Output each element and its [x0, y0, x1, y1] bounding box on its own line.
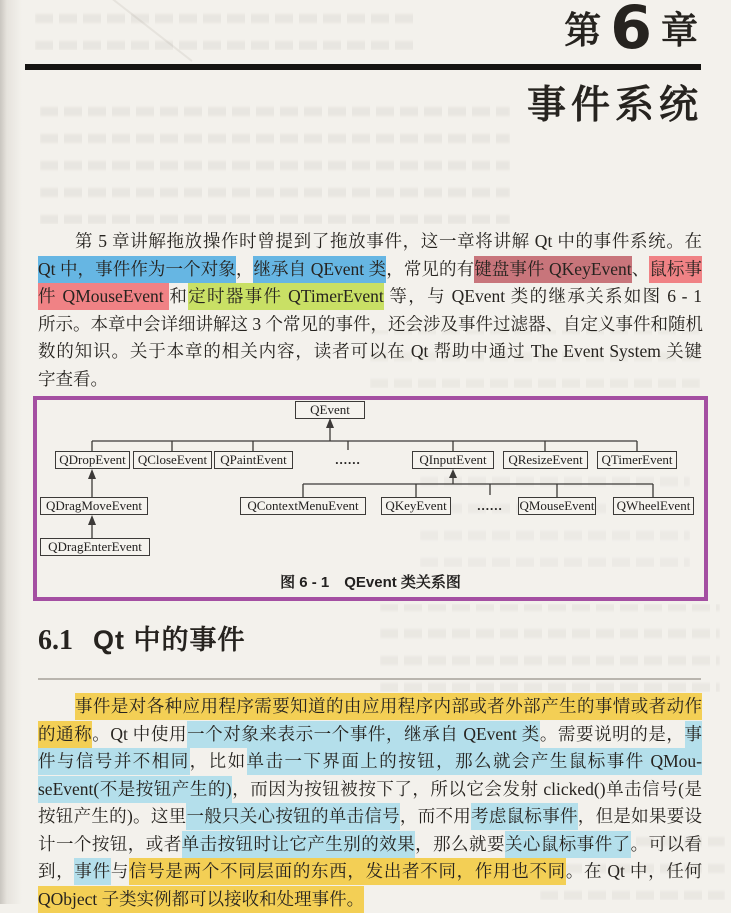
intro-paragraph — [38, 228, 702, 393]
text-segment: ，常见的有 — [386, 256, 474, 283]
section-title: Qt 中的事件 — [93, 618, 246, 657]
text-segment: ，那么就要 — [415, 831, 505, 858]
diagram-node-qdragenterevent: QDragEnterEvent — [40, 538, 150, 556]
text-segment: 。可以看 — [631, 831, 702, 858]
diagram-node-qmouseevent: QMouseEvent — [518, 497, 596, 515]
text-segment: 一个对象来表示一个事件，继承自 QEvent 类 — [187, 721, 540, 748]
paragraph-line — [38, 283, 702, 311]
text-segment: 一般只关心按钮的单击信号 — [186, 803, 399, 830]
diagram-node-qinputevent: QInputEvent — [412, 451, 494, 469]
text-segment: 信号是两个不同层面的东西，发出者不同，作用也不同 — [129, 858, 566, 885]
text-segment: 件 QMouseEvent — [38, 283, 169, 310]
text-segment: 。Qt 中使用 — [92, 721, 187, 748]
paragraph-line — [38, 228, 702, 256]
text-segment: 数的知识。关于本章的相关内容，读者可以在 Qt 帮助中通过 The Event System 关键 — [38, 338, 702, 365]
text-segment: 。需要说明的是， — [540, 721, 685, 748]
text-segment: ，而因为按钮被按下了，所以它会发射 clicked()单击信号(是 — [232, 776, 702, 803]
text-segment: ，但是如果要设 — [578, 803, 702, 830]
text-segment: 。在 Qt 中，任何 — [566, 858, 702, 885]
text-segment: QObject 子类实例都可以接收和处理事件。 — [38, 886, 364, 913]
diagram-node-qkeyevent: QKeyEvent — [381, 497, 451, 515]
text-segment: ，比如 — [190, 748, 247, 775]
paragraph-line — [38, 366, 702, 394]
section-divider — [38, 678, 701, 680]
text-segment: 计一个按钮，或者 — [38, 831, 182, 858]
chapter-suffix: 章 — [661, 2, 698, 60]
text-segment: seEvent(不是按钮产生的) — [38, 776, 232, 803]
text-segment: 所示。本章中会详细讲解这 3 个常见的事件，还会涉及事件过滤器、自定义事件和随机 — [38, 311, 703, 338]
text-segment: 考虑鼠标事件 — [471, 803, 578, 830]
text-segment: 关心鼠标事件了 — [505, 831, 631, 858]
text-segment: 单击按钮时让它产生别的效果 — [182, 831, 415, 858]
diagram-node-qwheelevent: QWheelEvent — [613, 497, 694, 515]
paragraph-line — [38, 721, 702, 749]
diagram-node-qcloseevent: QCloseEvent — [133, 451, 212, 469]
chapter-prefix: 第 — [564, 2, 601, 60]
text-segment: 、 — [632, 256, 650, 283]
section-number: 6.1 — [38, 625, 73, 657]
text-segment: 第 5 章讲解拖放操作时曾提到了拖放事件，这一章将讲解 Qt 中的事件系统。在 — [75, 228, 702, 255]
text-segment: 事 — [685, 721, 703, 748]
paragraph-line — [38, 886, 702, 913]
paragraph-line — [38, 311, 702, 339]
diagram-node-qpaintevent: QPaintEvent — [214, 451, 293, 469]
diagram-node-qdragmoveevent: QDragMoveEvent — [40, 497, 148, 515]
chapter-title: 事件系统 — [527, 84, 703, 128]
text-segment: 件与信号并不相同 — [38, 748, 190, 775]
chapter-heading — [564, 2, 698, 60]
text-segment: 到， — [38, 858, 74, 885]
diagram-node-qcontextmenuevent: QContextMenuEvent — [240, 497, 366, 515]
page-edge-shadow — [0, 0, 22, 904]
paragraph-line — [38, 256, 702, 284]
chapter-number: 6 — [610, 0, 652, 57]
bleedthrough-texture — [35, 0, 415, 50]
bleedthrough-texture — [40, 96, 510, 224]
text-segment: 事件是对各种应用程序需要知道的由应用程序内部或者外部产生的事情或者动作 — [75, 693, 702, 720]
diagram-node-qevent: QEvent — [295, 401, 365, 419]
text-segment: 单击一下界面上的按钮，那么就会产生鼠标事件 QMou- — [247, 748, 702, 775]
text-segment: 键盘事件 QKeyEvent — [474, 256, 631, 283]
text-segment: ， — [236, 256, 254, 283]
paragraph-line — [38, 693, 702, 721]
text-segment: Qt 中，事件作为一个对象 — [38, 256, 236, 283]
text-segment: 鼠标事 — [649, 256, 702, 283]
diagram-node-qdropevent: QDropEvent — [55, 451, 130, 469]
section-heading — [38, 618, 246, 657]
paragraph-line — [38, 803, 702, 831]
text-segment: 与 — [111, 858, 129, 885]
paragraph-line — [38, 858, 702, 886]
text-segment: 继承自 QEvent 类 — [253, 256, 386, 283]
paragraph-line — [38, 748, 702, 776]
body-paragraph — [38, 693, 702, 913]
diagram-node-qtimerevent: QTimerEvent — [597, 451, 677, 469]
chapter-divider-bar — [25, 64, 701, 70]
text-segment: 按钮产生的)。这里 — [38, 803, 186, 830]
diagram-ellipsis: ...... — [322, 451, 374, 469]
text-segment: 字查看。 — [38, 366, 108, 393]
text-segment: 定时器事件 QTimerEvent — [188, 283, 384, 310]
diagram-ellipsis: ...... — [464, 497, 516, 515]
paragraph-line — [38, 338, 702, 366]
text-segment: 等，与 QEvent 类的继承关系如图 6 - 1 — [384, 283, 702, 310]
figure-caption: 图 6 - 1 QEvent 类关系图 — [37, 571, 704, 592]
paragraph-line — [38, 776, 702, 804]
text-segment: 的通称 — [38, 721, 92, 748]
diagram-node-qresizeevent: QResizeEvent — [503, 451, 588, 469]
page-fold-mark — [73, 0, 192, 62]
text-segment: 和 — [169, 283, 188, 310]
text-segment: ，而不用 — [400, 803, 471, 830]
paragraph-line — [38, 831, 702, 859]
text-segment: 事件 — [74, 858, 110, 885]
